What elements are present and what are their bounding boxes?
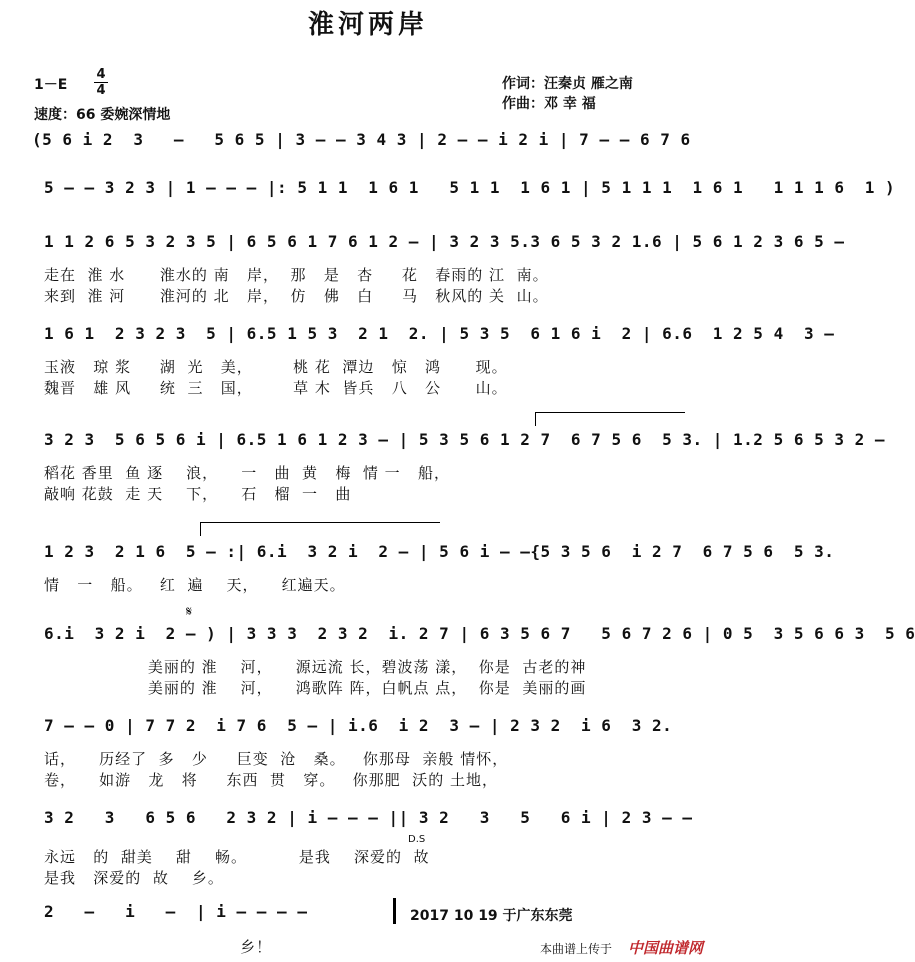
lyric-row-9-verse-2: 是我 深爱的 故 乡。 [44,869,224,887]
notation-row-3: 1 1 2 6 5 3 2 3 5 | 6 5 6 1 7 6 1 2 – | 3 2 3 5.3 6 5 3 2 1.6 | 5 6 1 2 3 6 5 – [44,232,845,251]
time-signature [94,68,108,97]
lyric-row-4-verse-1: 玉液 琼 浆 湖 光 美， 桃 花 潭边 惊 鸿 现。 [44,358,508,376]
lyric-row-8-verse-1: 话， 历经了 多 少 巨变 沧 桑。 你那母 亲般 情怀， [44,750,509,768]
ds-marking: D.S [408,834,426,845]
notation-row-8: 7 – – 0 | 7 7 2 i 7 6 5 – | i.6 i 2 3 – | 2 3 2 i 6 3 2. [44,716,673,735]
lyric-row-4-verse-2: 魏晋 雄 风 统 三 国， 草 木 皆兵 八 公 山。 [44,379,508,397]
notation-row-9: 3 2 3 6 5 6 2 3 2 | i – – – || 3 2 3 5 6 i | 2 3 – – [44,808,693,827]
composer-credit: 作曲：邓 幸 福 [502,96,596,112]
volta-1-hook [535,412,536,426]
lyric-row-6-verse-1: 情 一 船。 红 遍 天， 红遍天。 [44,576,346,594]
lyric-row-5-verse-1: 稻花 香里 鱼 逐 浪， 一 曲 黄 梅 情 一 船， [44,464,450,482]
lyric-row-10-verse-1: 乡！ [44,938,273,956]
notation-row-5: 3 2 3 5 6 5 6 i | 6.5 1 6 1 2 3 – | 5 3 5 6 1 2 7 6 7 5 6 5 3. | 1.2 5 6 5 3 2 – [44,430,886,449]
lyric-row-9-verse-1: 永远 的 甜美 甜 畅。 是我 深爱的 故 [44,848,430,866]
volta-2-bracket [200,522,440,523]
upload-source-text: 本曲谱上传于 [540,942,613,956]
notation-row-2: 5 – – 3 2 3 | 1 – – – |: 5 1 1 1 6 1 5 1 1 1 6 1 | 5 1 1 1 1 6 1 1 1 1 6 1 ) [44,178,896,197]
lyricist-credit: 作词：汪秦贞 雁之南 [502,76,633,92]
volta-1-bracket [535,412,685,413]
lyric-row-7-verse-1: 美丽的 淮 河， 源远流 长，碧波荡 漾， 你是 古老的神 [44,658,587,676]
notation-row-10: 2 – i – | i – – – – [44,902,308,921]
notation-row-4: 1 6 1 2 3 2 3 5 | 6.5 1 5 3 2 1 2. | 5 3 5 6 1 6 i 2 | 6.6 1 2 5 4 3 – [44,324,835,343]
time-bottom: 4 [96,83,106,98]
lyric-row-5-verse-2: 敲响 花鼓 走 天 下， 石 榴 一 曲 [44,485,352,503]
tempo-marking: 速度：66 委婉深情地 [34,107,171,123]
lyric-row-3-verse-1: 走在 淮 水 淮水的 南 岸， 那 是 杏 花 春雨的 江 南。 [44,266,549,284]
key-signature: 1－E [34,77,68,93]
lyric-row-7-verse-2: 美丽的 淮 河， 鸿歌阵 阵，白帆点 点， 你是 美丽的画 [44,679,587,697]
lyric-row-3-verse-2: 来到 淮 河 淮河的 北 岸， 仿 佛 白 马 秋风的 关 山。 [44,287,549,305]
notation-row-1: (5 6 i 2 3 – 5 6 5 | 3 – – 3 4 3 | 2 – – i 2 i | 7 – – 6 7 6 [32,130,691,149]
song-title: 淮河两岸 [307,10,428,40]
final-barline [393,898,396,924]
site-logo: 中国曲谱网 [628,939,704,957]
volta-2-hook [200,522,201,536]
notation-row-6: 1 2 3 2 1 6 5 – :| 6.i 3 2 i 2 – | 5 6 i – –{5 3 5 6 i 2 7 6 7 5 6 5 3. [44,542,835,561]
composition-date: 2017 10 19 于广东东莞 [410,908,573,924]
notation-row-7: 6.i 3 2 i 2 – ) | 3 3 3 2 3 2 i. 2 7 | 6 3 5 6 7 5 6 7 2 6 | 0 5 3 5 6 6 3 5 6 [44,624,915,643]
segno-icon: 𝄋 [186,604,193,620]
time-top: 4 [96,67,106,82]
lyric-row-8-verse-2: 卷， 如游 龙 将 东西 贯 穿。 你那肥 沃的 土地， [44,771,498,789]
